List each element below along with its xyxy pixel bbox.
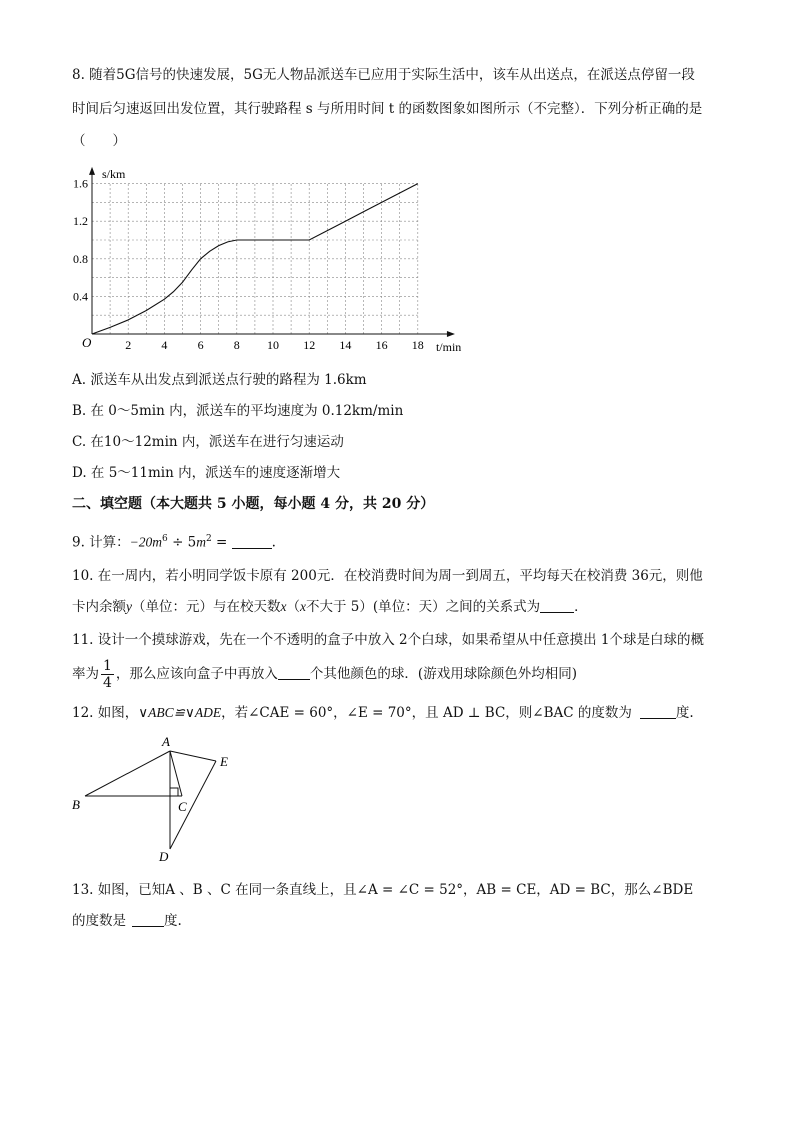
x-tick-label: 10 [267,338,279,352]
q11-denominator: 4 [103,675,112,691]
q10-blank[interactable] [540,598,574,613]
q12-triangles: ∨ABC≌∨ADE [138,705,222,720]
y-tick-label: 0.8 [73,251,88,266]
q9-var-m: m [152,534,163,550]
x-axis-label: t/min [435,340,462,354]
q8-line2: 时间后匀速返回出发位置，其行驶路程 s 与所用时间 t 的函数图象如图所示（不完整）．下列分析正确的是 [72,101,703,117]
q12-unit: 度. [675,705,694,721]
q9-exp2: 2 [206,534,212,544]
q9-blank[interactable] [232,534,272,549]
label-e: E [220,754,228,769]
q9-end: . [271,534,276,551]
q10-line1: 10. 在一周内，若小明同学饭卡原有 200元．在校消费时间为周一到周五，平均每天在校消费 36元，则他 [72,568,703,584]
q13-text-b: 度. [164,913,182,929]
q13-text-a: 的度数是 [72,913,126,929]
q9-div: ÷ 5 [167,534,197,551]
q13-line2 [72,912,182,930]
q11-fraction [101,658,114,691]
q10-line2 [72,598,588,616]
y-axis-label: s/km [102,166,126,181]
label-c: C [178,799,187,814]
q10-text-d: 不大于 5）(单位：天）之间的关系式为 [306,599,541,615]
q10-var-y: y [126,599,132,614]
q9 [72,530,276,552]
y-tick-label: 0.4 [73,289,88,304]
label-a: A [162,734,170,749]
segment-de [170,761,216,849]
q10-text-c: （ [286,599,300,615]
segment-ab [85,751,170,796]
section-title: 二、填空题（本大题共 5 小题，每小题 4 分，共 20 分） [72,496,435,512]
q8-line1: 8. 随着5G信号的快速发展，5G无人物品派送车已应用于实际生活中，该车从出送点，在派送点停留一段 [72,67,695,83]
q10-end: ． [574,599,588,615]
right-angle-mark [170,788,178,796]
q13-blank[interactable] [132,912,164,927]
distance-time-chart [70,158,490,358]
segment-ae [170,751,216,761]
q8-option-c: C. 在10～12min 内，派送车在进行匀速运动 [72,434,344,450]
q9-var-m2: m [196,534,207,550]
q8-option-b: B. 在 0～5min 内，派送车的平均速度为 0.12km/min [72,403,404,419]
x-tick-label: 2 [125,338,132,352]
q11-line2 [72,656,577,692]
q8-option-d: D. 在 5～11min 内，派送车的速度逐渐增大 [72,465,341,481]
q12-figure [70,734,250,864]
q10-var-x: x [280,599,287,614]
q10-text-a: 卡内余额 [72,599,126,615]
q12-mid: ，若∠CAE = 60°，∠E = 70°，且 AD ⊥ BC，则∠BAC 的度数为 [221,705,632,721]
q8-line3: （ ） [72,133,126,149]
y-tick-label: 1.2 [73,214,88,229]
x-axis-arrow [447,331,455,337]
x-tick-label: 8 [233,338,240,352]
q11-numerator: 1 [103,658,112,674]
q9-coef: −20 [129,534,153,550]
q11-text-a: 率为 [72,666,99,682]
q10-text-b: （单位：元）与在校天数 [132,599,281,615]
q9-exp6: 6 [162,534,168,544]
q9-eq: = [211,534,232,551]
q12-blank[interactable] [640,704,676,719]
x-tick-label: 4 [161,338,168,352]
x-tick-label: 16 [375,338,388,352]
q11-blank[interactable] [278,665,310,680]
q13-line1: 13. 如图，已知A 、B 、C 在同一条直线上，且∠A = ∠C = 52°，AB = CE，AD = BC，那么∠BDE [72,882,694,898]
q11-line1: 11. 设计一个摸球游戏，先在一个不透明的盒子中放入 2个白球，如果希望从中任意摸出 1个球是白球的概 [72,632,705,648]
label-b: B [72,797,80,812]
q12-prefix: 12. 如图， [72,705,139,721]
q8-option-a: A. 派送车从出发点到派送点行驶的路程为 1.6km [72,372,367,388]
x-tick-label: 12 [303,338,316,352]
y-axis-arrow [89,167,95,175]
q9-prefix: 9. 计算： [72,534,130,551]
y-tick-label: 1.6 [73,176,88,191]
q11-text-c: 个其他颜色的球．(游戏用球除颜色外均相同) [309,666,577,682]
x-tick-label: 18 [411,338,424,352]
q12 [72,704,694,722]
x-tick-label: 14 [339,338,352,352]
label-d: D [159,849,169,864]
q10-var-x2: x [300,599,306,614]
x-tick-label: 6 [197,338,204,352]
q11-text-b: ，那么应该向盒子中再放入 [115,666,278,682]
origin-label: O [82,335,92,350]
segment-ac [170,751,182,796]
